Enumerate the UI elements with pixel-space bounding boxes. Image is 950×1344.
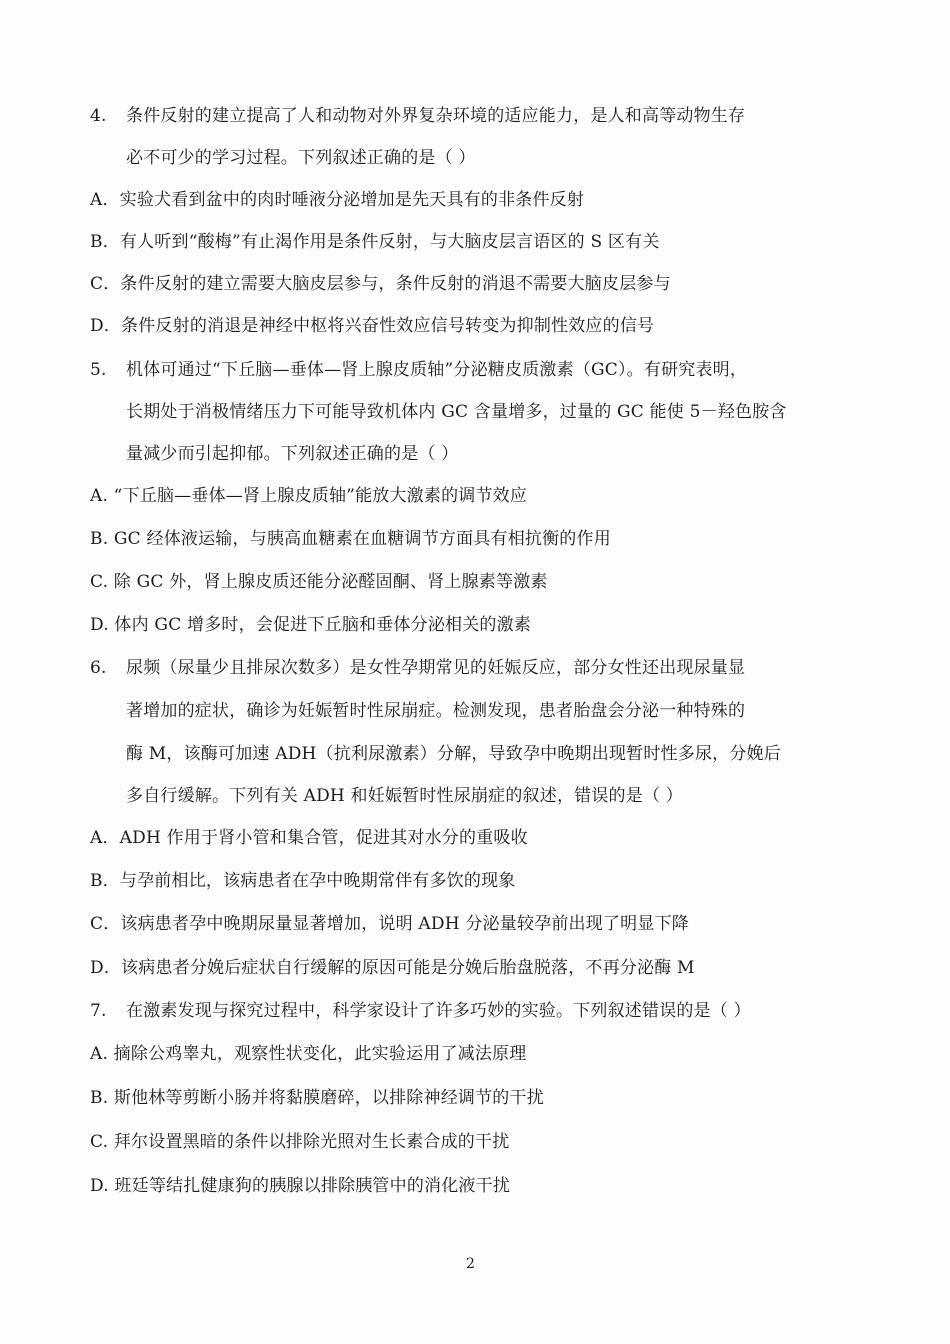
question-5-number: 5. [90,360,107,380]
question-6-stem-line-2: 著增加的症状，确诊为妊娠暂时性尿崩症。检测发现，患者胎盘会分泌一种特殊的 [126,701,746,721]
question-7-option-a: A. 摘除公鸡睾丸，观察性状变化，此实验运用了减法原理 [90,1044,527,1064]
question-6-option-a: A．ADH 作用于肾小管和集合管，促进其对水分的重吸收 [90,828,528,848]
question-5-option-b: B. GC 经体液运输，与胰高血糖素在血糖调节方面具有相抗衡的作用 [90,529,611,549]
question-6-option-d: D．该病患者分娩后症状自行缓解的原因可能是分娩后胎盘脱落，不再分泌酶 M [90,958,695,978]
question-7-option-c: C. 拜尔设置黑暗的条件以排除光照对生长素合成的干扰 [90,1132,510,1152]
question-5-stem-line-1: 5. 机体可通过“下丘脑—垂体—肾上腺皮质轴”分泌糖皮质激素（GC）。有研究表明， [90,360,748,380]
question-7-number: 7. [90,1001,107,1021]
question-6-stem-line-3: 酶 M，该酶可加速 ADH（抗利尿激素）分解，导致孕中晚期出现暂时性多尿，分娩后 [126,744,781,764]
question-5-stem-line-3: 量减少而引起抑郁。下列叙述正确的是（ ） [126,444,459,464]
question-5-option-c: C. 除 GC 外，肾上腺皮质还能分泌醛固酮、肾上腺素等激素 [90,572,548,592]
question-4-stem-line-1: 4. 条件反射的建立提高了人和动物对外界复杂环境的适应能力，是人和高等动物生存 [90,106,746,126]
question-4-option-d: D．条件反射的消退是神经中枢将兴奋性效应信号转变为抑制性效应的信号 [90,316,655,336]
question-5-stem-line-2: 长期处于消极情绪压力下可能导致机体内 GC 含量增多，过量的 GC 能使 5－羟色胺含 [126,402,787,422]
question-6-number: 6. [90,658,107,678]
question-6-stem-line-4: 多自行缓解。下列有关 ADH 和妊娠暂时性尿崩症的叙述，错误的是（ ） [126,786,683,806]
page-number: 2 [466,1256,475,1272]
question-5-option-a: A. “下丘脑—垂体—肾上腺皮质轴”能放大激素的调节效应 [90,486,528,506]
question-7-option-d: D. 班廷等结扎健康狗的胰腺以排除胰管中的消化液干扰 [90,1176,511,1196]
question-4-stem-line-2: 必不可少的学习过程。下列叙述正确的是（ ） [126,148,476,168]
question-6-option-c: C．该病患者孕中晚期尿量显著增加，说明 ADH 分泌量较孕前出现了明显下降 [90,914,689,934]
question-4-number: 4. [90,106,107,126]
question-4-option-c: C．条件反射的建立需要大脑皮层参与，条件反射的消退不需要大脑皮层参与 [90,274,671,294]
question-4-option-b: B．有人听到“酸梅”有止渴作用是条件反射，与大脑皮层言语区的 S 区有关 [90,232,660,252]
question-4-option-a: A．实验犬看到盆中的肉时唾液分泌增加是先天具有的非条件反射 [90,190,585,210]
question-6-stem-line-1: 6. 尿频（尿量少且排尿次数多）是女性孕期常见的妊娠反应，部分女性还出现尿量显 [90,658,746,678]
question-7-stem-line-1: 7. 在激素发现与探究过程中，科学家设计了许多巧妙的实验。下列叙述错误的是（ ） [90,1001,751,1021]
question-5-option-d: D. 体内 GC 增多时，会促进下丘脑和垂体分泌相关的激素 [90,615,532,635]
question-7-option-b: B. 斯他林等剪断小肠并将黏膜磨碎，以排除神经调节的干扰 [90,1088,544,1108]
question-6-option-b: B．与孕前相比，该病患者在孕中晚期常伴有多饮的现象 [90,871,516,891]
